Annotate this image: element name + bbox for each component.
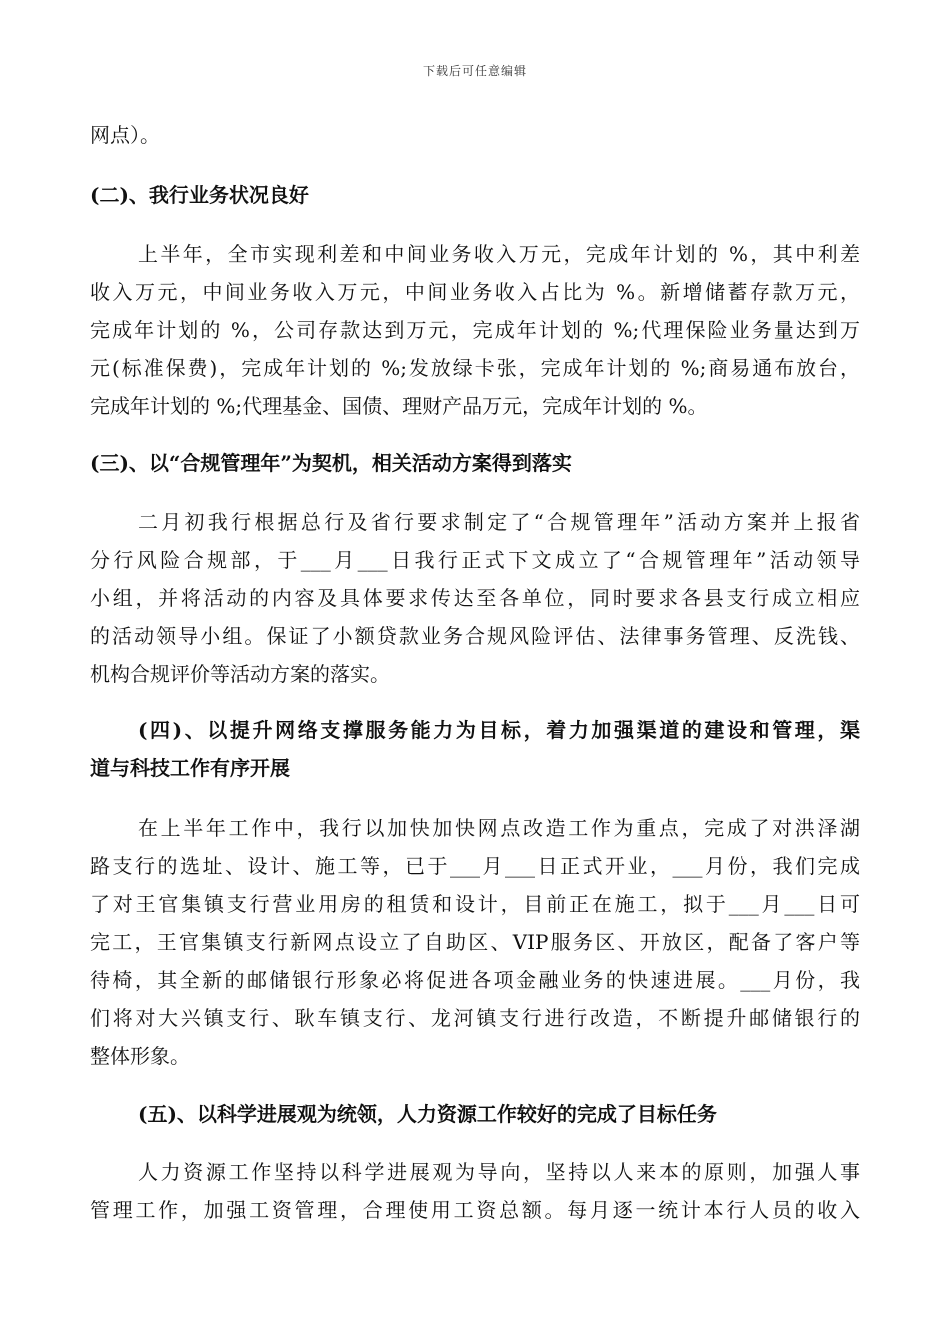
paragraph-line: 管理工作，加强工资管理，合理使用工资总额。每月逐一统计本行人员的收入	[90, 1198, 860, 1222]
paragraph-line: 上半年，全市实现利差和中间业务收入万元，完成年计划的 %，其中利差	[138, 242, 860, 266]
paragraph-line: 们将对大兴镇支行、耿车镇支行、龙河镇支行进行改造，不断提升邮储银行的	[90, 1006, 860, 1030]
paragraph-line: 分行风险合规部，于___月___日我行正式下文成立了“合规管理年”活动领导	[90, 548, 860, 572]
paragraph-line: 人力资源工作坚持以科学进展观为导向，坚持以人来本的原则，加强人事	[138, 1160, 860, 1184]
section-heading-5: (五)、以科学进展观为统领，人力资源工作较好的完成了目标任务	[138, 1102, 717, 1126]
section-heading-4: (四)、以提升网络支撑服务能力为目标，着力加强渠道的建设和管理，渠	[138, 718, 860, 742]
paragraph-line: 整体形象。	[90, 1044, 190, 1068]
paragraph-line: 路支行的选址、设计、施工等，已于___月___日正式开业，___月份，我们完成	[90, 854, 860, 878]
paragraph-line: 了对王官集镇支行营业用房的租赁和设计，目前正在施工，拟于___月___日可	[90, 892, 860, 916]
paragraph-line: 网点）。	[90, 123, 160, 147]
section-heading-3: (三)、以“合规管理年”为契机，相关活动方案得到落实	[90, 451, 572, 475]
paragraph-line: 完成年计划的 %，公司存款达到万元，完成年计划的 %;代理保险业务量达到万	[90, 318, 860, 342]
paragraph-line: 元(标准保费)，完成年计划的 %;发放绿卡张，完成年计划的 %;商易通布放台，	[90, 356, 860, 380]
paragraph-line: 完工，王官集镇支行新网点设立了自助区、VIP服务区、开放区，配备了客户等	[90, 930, 860, 954]
section-heading-2: (二)、我行业务状况良好	[90, 183, 309, 207]
paragraph-line: 小组，并将活动的内容及具体要求传达至各单位，同时要求各县支行成立相应	[90, 586, 860, 610]
paragraph-line: 二月初我行根据总行及省行要求制定了“合规管理年”活动方案并上报省	[138, 510, 860, 534]
paragraph-line: 待椅，其全新的邮储银行形象必将促进各项金融业务的快速进展。___月份，我	[90, 968, 860, 992]
section-heading-4-cont: 道与科技工作有序开展	[90, 756, 290, 780]
paragraph-line: 在上半年工作中，我行以加快加快网点改造工作为重点，完成了对洪泽湖	[138, 816, 860, 840]
paragraph-line: 收入万元，中间业务收入万元，中间业务收入占比为 %。新增储蓄存款万元，	[90, 280, 860, 304]
page-header: 下载后可任意编辑	[422, 64, 527, 78]
paragraph-line: 的活动领导小组。保证了小额贷款业务合规风险评估、法律事务管理、反洗钱、	[90, 624, 860, 648]
paragraph-line: 完成年计划的 %;代理基金、国债、理财产品万元，完成年计划的 %。	[90, 394, 708, 418]
paragraph-line: 机构合规评价等活动方案的落实。	[90, 662, 390, 686]
